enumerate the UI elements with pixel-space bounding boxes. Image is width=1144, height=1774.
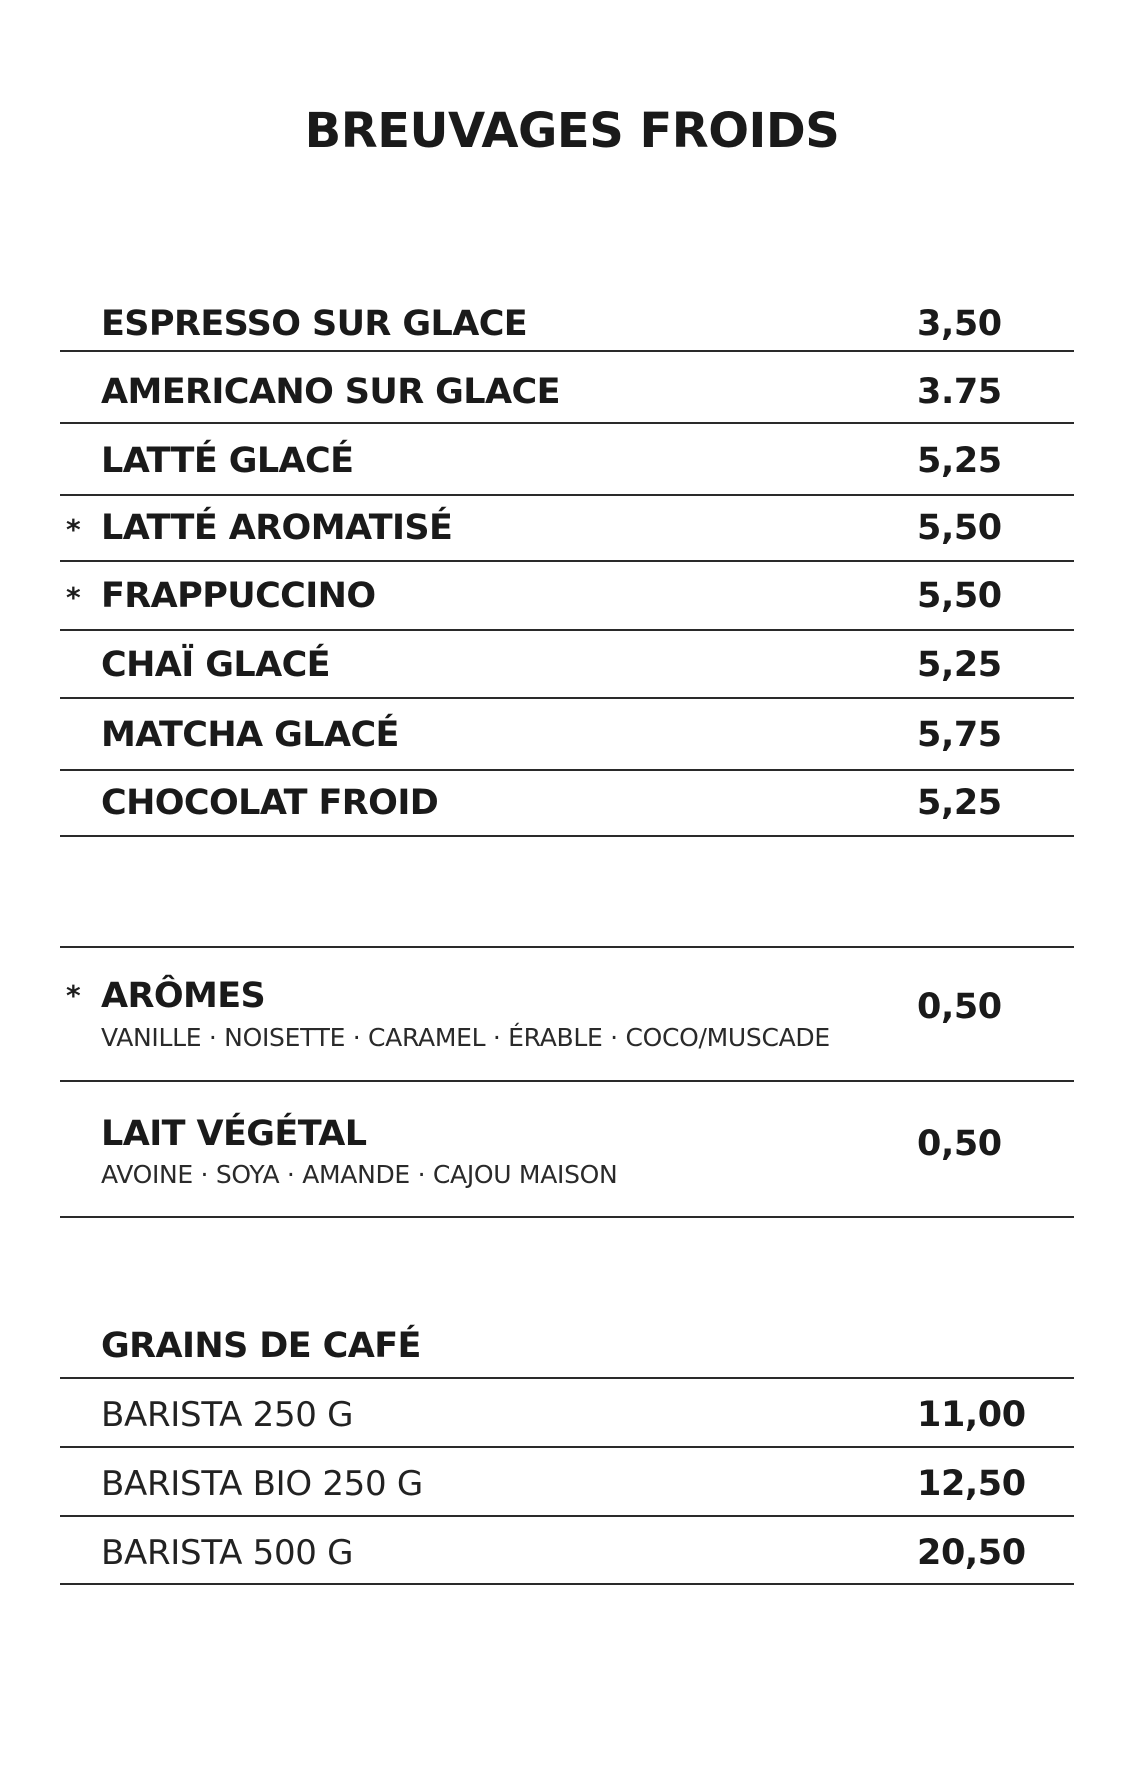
extra-name: LAIT VÉGÉTAL bbox=[101, 1114, 367, 1154]
item-name: MATCHA GLACÉ bbox=[101, 715, 399, 755]
beans-name: BARISTA BIO 250 G bbox=[101, 1464, 423, 1504]
beans-price: 11,00 bbox=[917, 1395, 1026, 1435]
beans-name: BARISTA 250 G bbox=[101, 1395, 354, 1435]
flavor-marker: * bbox=[66, 979, 81, 1012]
menu-row bbox=[60, 424, 1074, 496]
menu-row bbox=[60, 496, 1074, 562]
item-price: 5,25 bbox=[917, 441, 1002, 481]
item-name: CHOCOLAT FROID bbox=[101, 783, 439, 823]
flavor-marker: * bbox=[66, 581, 81, 614]
menu-row bbox=[60, 771, 1074, 837]
item-price: 3.75 bbox=[917, 372, 1002, 412]
menu-row bbox=[60, 699, 1074, 771]
item-name: LATTÉ AROMATISÉ bbox=[101, 508, 453, 548]
item-price: 5,50 bbox=[917, 576, 1002, 616]
extra-name: ARÔMES bbox=[101, 976, 266, 1016]
item-price: 5,25 bbox=[917, 645, 1002, 685]
item-price: 5,50 bbox=[917, 508, 1002, 548]
beans-row bbox=[60, 1448, 1074, 1517]
menu-row bbox=[60, 562, 1074, 631]
extra-row bbox=[60, 1082, 1074, 1218]
item-price: 5,25 bbox=[917, 783, 1002, 823]
item-name: FRAPPUCCINO bbox=[101, 576, 376, 616]
item-name: CHAÏ GLACÉ bbox=[101, 645, 330, 685]
page-title: BREUVAGES FROIDS bbox=[304, 103, 840, 159]
beans-row bbox=[60, 1379, 1074, 1448]
extra-price: 0,50 bbox=[917, 987, 1002, 1027]
beans-heading: GRAINS DE CAFÉ bbox=[101, 1326, 421, 1366]
item-name: LATTÉ GLACÉ bbox=[101, 441, 354, 481]
flavor-marker: * bbox=[66, 513, 81, 546]
menu-row bbox=[60, 300, 1074, 352]
menu-row bbox=[60, 631, 1074, 699]
beans-name: BARISTA 500 G bbox=[101, 1533, 354, 1573]
extra-options: AVOINE · SOYA · AMANDE · CAJOU MAISON bbox=[101, 1160, 618, 1189]
item-name: ESPRESSO SUR GLACE bbox=[101, 304, 528, 344]
item-name: AMERICANO SUR GLACE bbox=[101, 372, 560, 412]
beans-price: 12,50 bbox=[917, 1464, 1026, 1504]
beans-price: 20,50 bbox=[917, 1533, 1026, 1573]
menu-row bbox=[60, 352, 1074, 424]
extra-options: VANILLE · NOISETTE · CARAMEL · ÉRABLE · COCO/MUSCADE bbox=[101, 1023, 830, 1052]
extra-price: 0,50 bbox=[917, 1124, 1002, 1164]
extra-row bbox=[60, 948, 1074, 1082]
item-price: 3,50 bbox=[917, 304, 1002, 344]
beans-row bbox=[60, 1517, 1074, 1585]
item-price: 5,75 bbox=[917, 715, 1002, 755]
